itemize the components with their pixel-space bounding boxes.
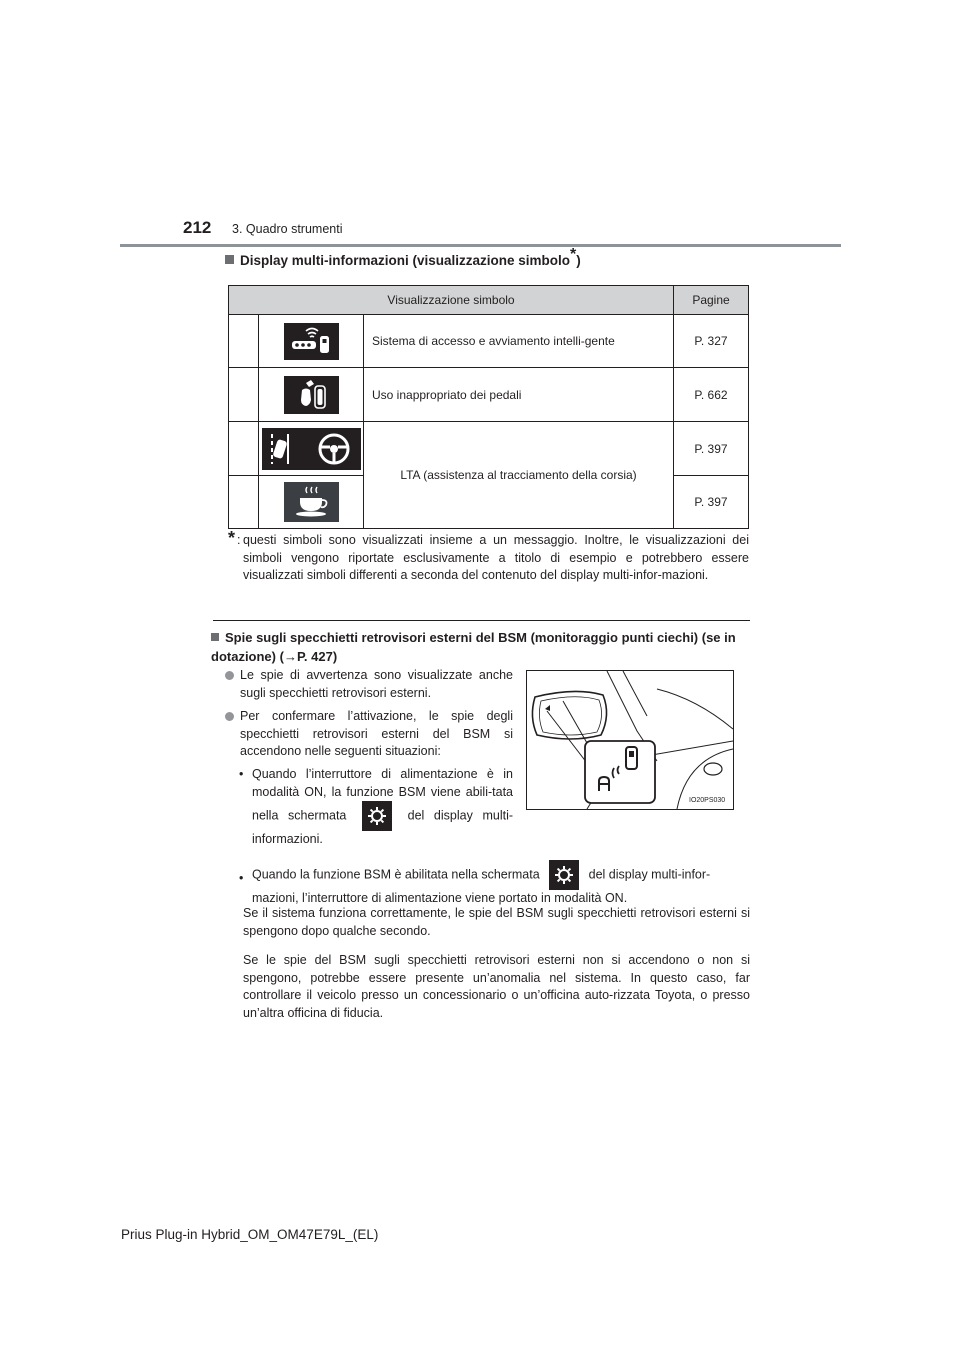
page-reference: P. 427) — [296, 649, 338, 664]
footnote: * : questi simboli sono visualizzati insieme a un messaggio. Inoltre, le visualizzazioni dei simboli vengono riportate esclusivamente a titolo di esempio e potrebbero essere visualizzati simboli differenti a seconda del contenuto del display multi-infor-mazioni. — [228, 532, 749, 585]
sub-bullet-text: del display multi-infor-mazioni, l’interruttore di alimentazione viene portato in modalità ON. — [252, 867, 711, 905]
bullet-dot-icon — [225, 712, 234, 721]
row-page: P. 397 — [674, 476, 749, 529]
row-description-lta: LTA (assistenza al tracciamento della corsia) — [364, 422, 674, 529]
section-title: Display multi-informazioni (visualizzazione simbolo — [240, 253, 571, 268]
bullet-text: Per confermare l’attivazione, le spie degli specchietti retrovisori esterni del BSM si accendono nelle seguenti situazioni: — [240, 709, 513, 758]
settings-gear-icon — [549, 860, 579, 890]
image-code: IO20PS030 — [689, 797, 726, 804]
arrow-icon: → — [283, 649, 297, 664]
square-bullet-icon — [225, 255, 234, 264]
footnote-text: questi simboli sono visualizzati insieme a un messaggio. Inoltre, le visualizzazioni dei simboli vengono riportate esclusivamente a titolo di esempio e potrebbero essere visualizzati simboli differenti a seconda del contenuto del display multi-infor-mazioni. — [243, 533, 749, 582]
section-heading-multi-info — [225, 246, 581, 268]
coffee-cup-icon — [284, 482, 339, 522]
header-rule — [120, 244, 841, 247]
sub-bullet-text: Quando la funzione BSM è abilitata nella schermata — [252, 867, 540, 882]
row-page: P. 397 — [674, 422, 749, 476]
paragraph: Se il sistema funziona correttamente, le spie del BSM sugli specchietti retrovisori esterni si spengono dopo qualche secondo. — [243, 906, 750, 938]
section-divider — [213, 620, 750, 621]
page-number: 212 — [183, 218, 212, 237]
bullet-dot-icon — [225, 671, 234, 680]
row-page: P. 662 — [674, 368, 749, 422]
sub-bullet-item: • Quando la funzione BSM è abilitata nella schermata del display multi-infor-mazioni, l’interruttore di alimentazione viene portato in modalità ON. — [239, 860, 751, 908]
sub-bullet-text: del display multi-informazioni. — [252, 808, 514, 846]
table-header-symbol: Visualizzazione simbolo — [229, 286, 674, 315]
table-row — [229, 368, 749, 422]
section-heading-bsm — [211, 628, 751, 666]
sub-bullet-item: • Quando l’interruttore di alimentazione è in modalità ON, la funzione BSM viene abili-tata nella schermata del display multi-informazioni. — [239, 767, 514, 846]
table-header-row — [229, 286, 749, 315]
square-bullet-icon — [211, 633, 219, 641]
chapter-title: 3. Quadro strumenti — [232, 222, 343, 236]
section-title-end: ) — [576, 253, 581, 268]
bullet-item — [225, 667, 513, 702]
sub-bullet-text: Quando l’interruttore di alimentazione è in modalità ON, la funzione BSM viene abili-tata nella schermata — [252, 767, 513, 823]
mirror-illustration — [526, 670, 734, 810]
settings-gear-icon — [362, 801, 392, 831]
footer-model-code: Prius Plug-in Hybrid_OM_OM47E79L_(EL) — [121, 1227, 379, 1242]
footnote-mark: * — [570, 246, 577, 263]
section-title: Spie sugli specchietti retrovisori esterni del BSM (monitoraggio punti ciechi) (se in dotazione) ( — [211, 630, 736, 664]
pedal-misuse-icon — [284, 376, 339, 414]
smart-key-icon — [284, 323, 339, 360]
table-row — [229, 422, 749, 476]
paragraph: Se le spie del BSM sugli specchietti retrovisori esterni non si accendono o non si spengono, potrebbe essere presente un’anomalia nel sistema. In questo caso, far controllare il veicolo presso un concessionario o un’officina auto-rizzata Toyota, o presso un’altra officina di fiducia. — [243, 953, 750, 1020]
bullet-text: Le spie di avvertenza sono visualizzate anche sugli specchietti retrovisori esterni. — [240, 668, 513, 700]
row-description: Sistema di accesso e avviamento intelli-gente — [364, 315, 674, 368]
bullet-item — [225, 708, 513, 761]
lta-steering-icon — [262, 428, 361, 470]
row-page: P. 327 — [674, 315, 749, 368]
row-description: Uso inappropriato dei pedali — [364, 368, 674, 422]
footnote-mark: * — [228, 528, 236, 548]
symbol-table — [228, 285, 749, 527]
table-row — [229, 315, 749, 368]
table-header-pages: Pagine — [674, 286, 749, 315]
